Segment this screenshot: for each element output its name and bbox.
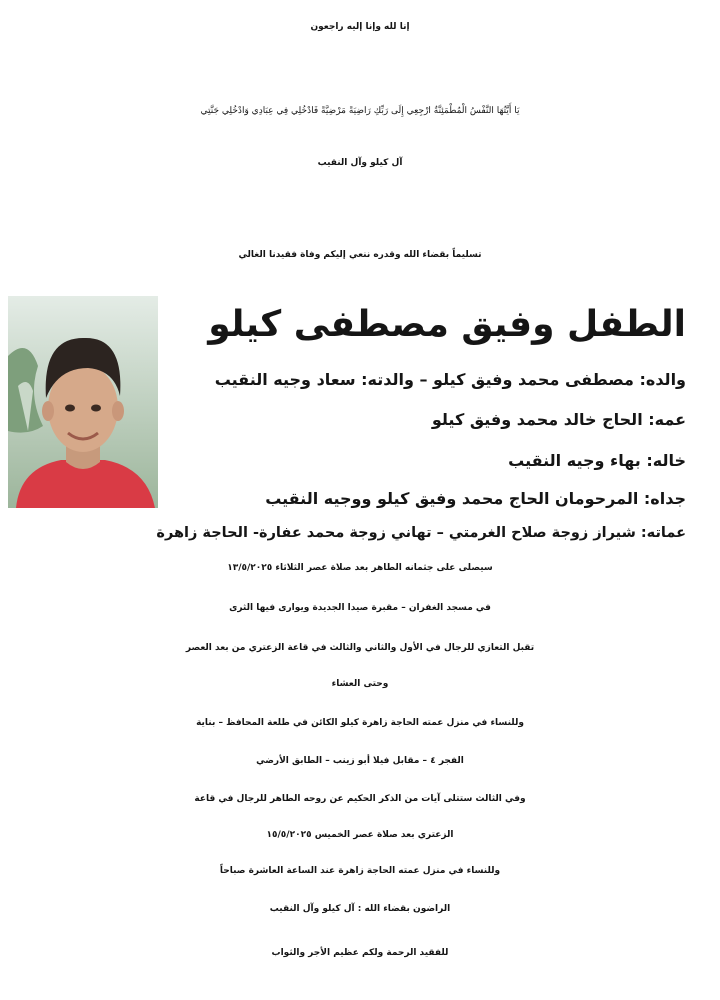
- quran-verse: يَا أَيَّتُهَا النَّفْسُ الْمُطْمَئِنَّةُ ارْجِعِي إِلَى رَبِّكِ رَاضِيَةً مَرْضِيَّةً فَادْخُلِي فِي عِبَادِي وَادْخُلِي جَنَّتِي: [200, 106, 520, 116]
- announcement-text: تسليماً بقضاء الله وقدره ننعي إليكم وفاة فقيدنا الغالي: [238, 250, 482, 260]
- deceased-name: الطفل وفيق مصطفى كيلو: [208, 304, 686, 345]
- footer-prayer: للفقيد الرحمة ولكم عظيم الأجر والثواب: [271, 948, 449, 958]
- third-day-line3: وللنساء في منزل عمته الحاجة زاهرة عند الساعة العاشرة صباحاً: [219, 866, 501, 876]
- funeral-prayer-line: سيصلى على جثمانه الطاهر بعد صلاة عصر الثلاثاء ١٣/٥/٢٠٢٥: [227, 563, 493, 573]
- relatives-grandfathers: جداه: المرحومان الحاج محمد وفيق كيلو ووجيه النقيب: [265, 489, 686, 508]
- header-title: إنا لله وإنا إليه راجعون: [310, 22, 410, 32]
- condolences-men-line1: تقبل التعازي للرجال في الأول والثاني والثالث في قاعة الزعتري من بعد العصر: [185, 643, 535, 653]
- relatives-aunts: عماته: شيراز زوجة صلاح الغرمتي – تهاني زوجة محمد عفارة- الحاجة زاهرة: [156, 525, 686, 541]
- condolences-men-line2: وحتى العشاء: [331, 679, 389, 689]
- funeral-burial-line: في مسجد الغفران – مقبرة صيدا الجديدة ويوارى فيها الثرى: [229, 603, 491, 613]
- families-title: آل كيلو وآل النقيب: [317, 158, 403, 168]
- third-day-line1: وفي الثالث ستتلى آيات من الذكر الحكيم عن روحه الطاهر للرجال في قاعة: [194, 794, 526, 804]
- deceased-photo: [8, 296, 158, 508]
- relatives-paternal-uncle: عمه: الحاج خالد محمد وفيق كيلو: [431, 410, 686, 429]
- third-day-line2: الزعتري بعد صلاة عصر الخميس ١٥/٥/٢٠٢٥: [266, 830, 454, 840]
- condolences-women-line2: الفجر ٤ – مقابل فيلا أبو زينب – الطابق الأرضي: [256, 756, 464, 766]
- relatives-maternal-uncle: خاله: بهاء وجيه النقيب: [508, 451, 686, 470]
- footer-families: الراضون بقضاء الله : آل كيلو وآل النقيب: [269, 904, 451, 914]
- relatives-parents: والده: مصطفى محمد وفيق كيلو – والدته: سعاد وجيه النقيب: [214, 370, 686, 389]
- condolences-women-line1: وللنساء في منزل عمته الحاجة زاهرة كيلو الكائن في طلعة المحافظ – بناية: [196, 718, 524, 728]
